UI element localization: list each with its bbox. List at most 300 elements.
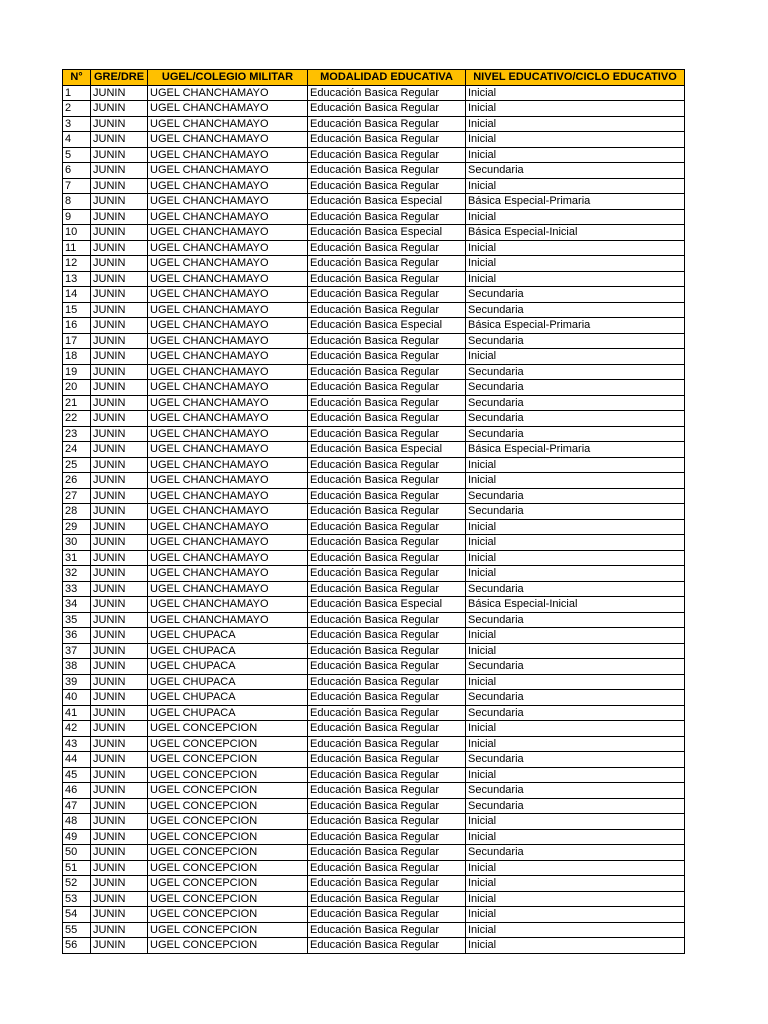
cell-gre-dre[interactable]: JUNIN bbox=[91, 442, 148, 458]
cell-modalidad[interactable]: Educación Basica Regular bbox=[308, 101, 466, 117]
cell-number[interactable]: 9 bbox=[63, 209, 91, 225]
cell-number[interactable]: 41 bbox=[63, 705, 91, 721]
table-row bbox=[63, 488, 685, 504]
cell-nivel[interactable]: Secundaria bbox=[466, 845, 685, 861]
cell-gre-dre[interactable]: JUNIN bbox=[91, 938, 148, 954]
cell-nivel[interactable]: Secundaria bbox=[466, 287, 685, 303]
cell-nivel[interactable]: Básica Especial-Primaria bbox=[466, 442, 685, 458]
cell-ugel[interactable]: UGEL CHANCHAMAYO bbox=[148, 488, 308, 504]
cell-modalidad[interactable]: Educación Basica Regular bbox=[308, 581, 466, 597]
cell-gre-dre[interactable]: JUNIN bbox=[91, 581, 148, 597]
cell-number[interactable]: 56 bbox=[63, 938, 91, 954]
cell-number[interactable]: 31 bbox=[63, 550, 91, 566]
cell-gre-dre[interactable]: JUNIN bbox=[91, 798, 148, 814]
table-row bbox=[63, 178, 685, 194]
cell-gre-dre[interactable]: JUNIN bbox=[91, 736, 148, 752]
cell-modalidad[interactable]: Educación Basica Regular bbox=[308, 612, 466, 628]
cell-gre-dre[interactable]: JUNIN bbox=[91, 814, 148, 830]
cell-number[interactable]: 24 bbox=[63, 442, 91, 458]
cell-gre-dre[interactable]: JUNIN bbox=[91, 922, 148, 938]
cell-ugel[interactable]: UGEL CHANCHAMAYO bbox=[148, 535, 308, 551]
cell-ugel[interactable]: UGEL CHANCHAMAYO bbox=[148, 442, 308, 458]
cell-nivel[interactable]: Secundaria bbox=[466, 798, 685, 814]
cell-number[interactable]: 13 bbox=[63, 271, 91, 287]
cell-nivel[interactable]: Inicial bbox=[466, 85, 685, 101]
cell-gre-dre[interactable]: JUNIN bbox=[91, 302, 148, 318]
cell-modalidad[interactable]: Educación Basica Regular bbox=[308, 333, 466, 349]
cell-modalidad[interactable]: Educación Basica Regular bbox=[308, 736, 466, 752]
cell-nivel[interactable]: Secundaria bbox=[466, 395, 685, 411]
table-row bbox=[63, 194, 685, 210]
cell-number[interactable]: 38 bbox=[63, 659, 91, 675]
cell-modalidad[interactable]: Educación Basica Regular bbox=[308, 721, 466, 737]
cell-gre-dre[interactable]: JUNIN bbox=[91, 380, 148, 396]
cell-modalidad[interactable]: Educación Basica Regular bbox=[308, 411, 466, 427]
cell-ugel[interactable]: UGEL CHANCHAMAYO bbox=[148, 333, 308, 349]
cell-modalidad[interactable]: Educación Basica Regular bbox=[308, 85, 466, 101]
cell-ugel[interactable]: UGEL CONCEPCION bbox=[148, 922, 308, 938]
cell-modalidad[interactable]: Educación Basica Regular bbox=[308, 767, 466, 783]
cell-number[interactable]: 16 bbox=[63, 318, 91, 334]
cell-nivel[interactable]: Inicial bbox=[466, 628, 685, 644]
cell-ugel[interactable]: UGEL CHANCHAMAYO bbox=[148, 473, 308, 489]
table-row bbox=[63, 783, 685, 799]
cell-ugel[interactable]: UGEL CONCEPCION bbox=[148, 798, 308, 814]
cell-modalidad[interactable]: Educación Basica Regular bbox=[308, 922, 466, 938]
cell-ugel[interactable]: UGEL CHANCHAMAYO bbox=[148, 349, 308, 365]
cell-nivel[interactable]: Secundaria bbox=[466, 690, 685, 706]
cell-ugel[interactable]: UGEL CHANCHAMAYO bbox=[148, 194, 308, 210]
table-row bbox=[63, 85, 685, 101]
cell-modalidad[interactable]: Educación Basica Regular bbox=[308, 504, 466, 520]
cell-modalidad[interactable]: Educación Basica Regular bbox=[308, 907, 466, 923]
cell-gre-dre[interactable]: JUNIN bbox=[91, 488, 148, 504]
cell-nivel[interactable]: Inicial bbox=[466, 209, 685, 225]
cell-nivel[interactable]: Secundaria bbox=[466, 783, 685, 799]
cell-number[interactable]: 4 bbox=[63, 132, 91, 148]
cell-nivel[interactable]: Inicial bbox=[466, 457, 685, 473]
cell-modalidad[interactable]: Educación Basica Regular bbox=[308, 829, 466, 845]
cell-modalidad[interactable]: Educación Basica Regular bbox=[308, 705, 466, 721]
cell-ugel[interactable]: UGEL CHUPACA bbox=[148, 690, 308, 706]
cell-ugel[interactable]: UGEL CONCEPCION bbox=[148, 721, 308, 737]
cell-modalidad[interactable]: Educación Basica Regular bbox=[308, 860, 466, 876]
cell-number[interactable]: 8 bbox=[63, 194, 91, 210]
cell-number[interactable]: 43 bbox=[63, 736, 91, 752]
cell-number[interactable]: 7 bbox=[63, 178, 91, 194]
cell-nivel[interactable]: Inicial bbox=[466, 674, 685, 690]
cell-nivel[interactable]: Inicial bbox=[466, 178, 685, 194]
cell-nivel[interactable]: Secundaria bbox=[466, 364, 685, 380]
cell-modalidad[interactable]: Educación Basica Regular bbox=[308, 550, 466, 566]
cell-modalidad[interactable]: Educación Basica Regular bbox=[308, 938, 466, 954]
cell-nivel[interactable]: Secundaria bbox=[466, 163, 685, 179]
cell-ugel[interactable]: UGEL CONCEPCION bbox=[148, 860, 308, 876]
cell-ugel[interactable]: UGEL CHANCHAMAYO bbox=[148, 225, 308, 241]
cell-number[interactable]: 28 bbox=[63, 504, 91, 520]
cell-ugel[interactable]: UGEL CHANCHAMAYO bbox=[148, 612, 308, 628]
cell-modalidad[interactable]: Educación Basica Regular bbox=[308, 783, 466, 799]
cell-number[interactable]: 5 bbox=[63, 147, 91, 163]
cell-modalidad[interactable]: Educación Basica Regular bbox=[308, 488, 466, 504]
cell-gre-dre[interactable]: JUNIN bbox=[91, 829, 148, 845]
cell-nivel[interactable]: Secundaria bbox=[466, 612, 685, 628]
cell-gre-dre[interactable]: JUNIN bbox=[91, 287, 148, 303]
cell-nivel[interactable]: Inicial bbox=[466, 907, 685, 923]
cell-number[interactable]: 42 bbox=[63, 721, 91, 737]
cell-number[interactable]: 40 bbox=[63, 690, 91, 706]
cell-nivel[interactable]: Inicial bbox=[466, 240, 685, 256]
cell-ugel[interactable]: UGEL CHANCHAMAYO bbox=[148, 504, 308, 520]
cell-gre-dre[interactable]: JUNIN bbox=[91, 643, 148, 659]
cell-ugel[interactable]: UGEL CHANCHAMAYO bbox=[148, 395, 308, 411]
cell-gre-dre[interactable]: JUNIN bbox=[91, 178, 148, 194]
cell-modalidad[interactable]: Educación Basica Regular bbox=[308, 628, 466, 644]
cell-nivel[interactable]: Inicial bbox=[466, 860, 685, 876]
cell-nivel[interactable]: Básica Especial-Primaria bbox=[466, 194, 685, 210]
cell-gre-dre[interactable]: JUNIN bbox=[91, 891, 148, 907]
cell-nivel[interactable]: Básica Especial-Inicial bbox=[466, 597, 685, 613]
cell-ugel[interactable]: UGEL CHANCHAMAYO bbox=[148, 256, 308, 272]
cell-gre-dre[interactable]: JUNIN bbox=[91, 860, 148, 876]
cell-gre-dre[interactable]: JUNIN bbox=[91, 194, 148, 210]
cell-ugel[interactable]: UGEL CHANCHAMAYO bbox=[148, 209, 308, 225]
cell-gre-dre[interactable]: JUNIN bbox=[91, 659, 148, 675]
cell-number[interactable]: 50 bbox=[63, 845, 91, 861]
cell-gre-dre[interactable]: JUNIN bbox=[91, 395, 148, 411]
cell-number[interactable]: 32 bbox=[63, 566, 91, 582]
cell-nivel[interactable]: Básica Especial-Primaria bbox=[466, 318, 685, 334]
cell-number[interactable]: 6 bbox=[63, 163, 91, 179]
cell-nivel[interactable]: Inicial bbox=[466, 876, 685, 892]
cell-gre-dre[interactable]: JUNIN bbox=[91, 163, 148, 179]
cell-ugel[interactable]: UGEL CHANCHAMAYO bbox=[148, 287, 308, 303]
cell-gre-dre[interactable]: JUNIN bbox=[91, 101, 148, 117]
cell-number[interactable]: 30 bbox=[63, 535, 91, 551]
cell-ugel[interactable]: UGEL CHANCHAMAYO bbox=[148, 163, 308, 179]
cell-number[interactable]: 52 bbox=[63, 876, 91, 892]
cell-number[interactable]: 45 bbox=[63, 767, 91, 783]
cell-number[interactable]: 3 bbox=[63, 116, 91, 132]
cell-gre-dre[interactable]: JUNIN bbox=[91, 705, 148, 721]
cell-nivel[interactable]: Inicial bbox=[466, 814, 685, 830]
cell-nivel[interactable]: Inicial bbox=[466, 938, 685, 954]
cell-ugel[interactable]: UGEL CHUPACA bbox=[148, 705, 308, 721]
cell-modalidad[interactable]: Educación Basica Regular bbox=[308, 163, 466, 179]
cell-gre-dre[interactable]: JUNIN bbox=[91, 690, 148, 706]
cell-number[interactable]: 36 bbox=[63, 628, 91, 644]
cell-gre-dre[interactable]: JUNIN bbox=[91, 271, 148, 287]
cell-ugel[interactable]: UGEL CONCEPCION bbox=[148, 752, 308, 768]
cell-ugel[interactable]: UGEL CONCEPCION bbox=[148, 783, 308, 799]
cell-nivel[interactable]: Inicial bbox=[466, 147, 685, 163]
cell-ugel[interactable]: UGEL CHANCHAMAYO bbox=[148, 426, 308, 442]
cell-ugel[interactable]: UGEL CHANCHAMAYO bbox=[148, 581, 308, 597]
cell-gre-dre[interactable]: JUNIN bbox=[91, 85, 148, 101]
cell-nivel[interactable]: Secundaria bbox=[466, 426, 685, 442]
cell-number[interactable]: 15 bbox=[63, 302, 91, 318]
cell-modalidad[interactable]: Educación Basica Especial bbox=[308, 442, 466, 458]
cell-nivel[interactable]: Inicial bbox=[466, 922, 685, 938]
cell-gre-dre[interactable]: JUNIN bbox=[91, 147, 148, 163]
cell-number[interactable]: 12 bbox=[63, 256, 91, 272]
cell-number[interactable]: 29 bbox=[63, 519, 91, 535]
cell-nivel[interactable]: Inicial bbox=[466, 767, 685, 783]
cell-gre-dre[interactable]: JUNIN bbox=[91, 116, 148, 132]
cell-nivel[interactable]: Inicial bbox=[466, 643, 685, 659]
cell-ugel[interactable]: UGEL CHANCHAMAYO bbox=[148, 566, 308, 582]
cell-gre-dre[interactable]: JUNIN bbox=[91, 628, 148, 644]
cell-modalidad[interactable]: Educación Basica Regular bbox=[308, 535, 466, 551]
cell-nivel[interactable]: Básica Especial-Inicial bbox=[466, 225, 685, 241]
cell-gre-dre[interactable]: JUNIN bbox=[91, 333, 148, 349]
cell-gre-dre[interactable]: JUNIN bbox=[91, 225, 148, 241]
cell-modalidad[interactable]: Educación Basica Regular bbox=[308, 395, 466, 411]
cell-number[interactable]: 34 bbox=[63, 597, 91, 613]
cell-number[interactable]: 35 bbox=[63, 612, 91, 628]
cell-modalidad[interactable]: Educación Basica Regular bbox=[308, 271, 466, 287]
cell-gre-dre[interactable]: JUNIN bbox=[91, 457, 148, 473]
cell-gre-dre[interactable]: JUNIN bbox=[91, 767, 148, 783]
cell-modalidad[interactable]: Educación Basica Regular bbox=[308, 116, 466, 132]
cell-nivel[interactable]: Inicial bbox=[466, 256, 685, 272]
cell-modalidad[interactable]: Educación Basica Regular bbox=[308, 674, 466, 690]
cell-modalidad[interactable]: Educación Basica Especial bbox=[308, 597, 466, 613]
cell-modalidad[interactable]: Educación Basica Regular bbox=[308, 302, 466, 318]
header-ugel[interactable]: UGEL/COLEGIO MILITAR bbox=[148, 70, 308, 86]
cell-number[interactable]: 26 bbox=[63, 473, 91, 489]
cell-gre-dre[interactable]: JUNIN bbox=[91, 209, 148, 225]
table-row bbox=[63, 147, 685, 163]
cell-ugel[interactable]: UGEL CHANCHAMAYO bbox=[148, 147, 308, 163]
cell-gre-dre[interactable]: JUNIN bbox=[91, 519, 148, 535]
cell-number[interactable]: 10 bbox=[63, 225, 91, 241]
cell-gre-dre[interactable]: JUNIN bbox=[91, 907, 148, 923]
cell-modalidad[interactable]: Educación Basica Regular bbox=[308, 519, 466, 535]
cell-nivel[interactable]: Secundaria bbox=[466, 488, 685, 504]
cell-ugel[interactable]: UGEL CHANCHAMAYO bbox=[148, 302, 308, 318]
cell-number[interactable]: 21 bbox=[63, 395, 91, 411]
table-row bbox=[63, 240, 685, 256]
cell-gre-dre[interactable]: JUNIN bbox=[91, 752, 148, 768]
cell-nivel[interactable]: Secundaria bbox=[466, 380, 685, 396]
cell-ugel[interactable]: UGEL CHUPACA bbox=[148, 643, 308, 659]
cell-gre-dre[interactable]: JUNIN bbox=[91, 240, 148, 256]
cell-ugel[interactable]: UGEL CONCEPCION bbox=[148, 736, 308, 752]
cell-gre-dre[interactable]: JUNIN bbox=[91, 318, 148, 334]
cell-ugel[interactable]: UGEL CONCEPCION bbox=[148, 938, 308, 954]
cell-number[interactable]: 22 bbox=[63, 411, 91, 427]
cell-modalidad[interactable]: Educación Basica Regular bbox=[308, 178, 466, 194]
cell-ugel[interactable]: UGEL CHANCHAMAYO bbox=[148, 550, 308, 566]
cell-ugel[interactable]: UGEL CHUPACA bbox=[148, 674, 308, 690]
cell-nivel[interactable]: Inicial bbox=[466, 519, 685, 535]
cell-nivel[interactable]: Inicial bbox=[466, 736, 685, 752]
cell-gre-dre[interactable]: JUNIN bbox=[91, 504, 148, 520]
cell-number[interactable]: 1 bbox=[63, 85, 91, 101]
cell-nivel[interactable]: Secundaria bbox=[466, 333, 685, 349]
cell-gre-dre[interactable]: JUNIN bbox=[91, 364, 148, 380]
cell-ugel[interactable]: UGEL CHUPACA bbox=[148, 659, 308, 675]
cell-number[interactable]: 33 bbox=[63, 581, 91, 597]
cell-modalidad[interactable]: Educación Basica Regular bbox=[308, 566, 466, 582]
cell-nivel[interactable]: Secundaria bbox=[466, 504, 685, 520]
cell-gre-dre[interactable]: JUNIN bbox=[91, 674, 148, 690]
cell-number[interactable]: 46 bbox=[63, 783, 91, 799]
table-row bbox=[63, 209, 685, 225]
table-row bbox=[63, 628, 685, 644]
table-row bbox=[63, 798, 685, 814]
cell-nivel[interactable]: Inicial bbox=[466, 132, 685, 148]
header-gre-dre[interactable]: GRE/DRE bbox=[91, 70, 148, 86]
cell-gre-dre[interactable]: JUNIN bbox=[91, 597, 148, 613]
cell-number[interactable]: 11 bbox=[63, 240, 91, 256]
cell-number[interactable]: 2 bbox=[63, 101, 91, 117]
cell-ugel[interactable]: UGEL CHANCHAMAYO bbox=[148, 519, 308, 535]
cell-ugel[interactable]: UGEL CHANCHAMAYO bbox=[148, 240, 308, 256]
cell-modalidad[interactable]: Educación Basica Regular bbox=[308, 659, 466, 675]
cell-ugel[interactable]: UGEL CHANCHAMAYO bbox=[148, 364, 308, 380]
cell-gre-dre[interactable]: JUNIN bbox=[91, 473, 148, 489]
table-row bbox=[63, 612, 685, 628]
cell-ugel[interactable]: UGEL CONCEPCION bbox=[148, 767, 308, 783]
cell-gre-dre[interactable]: JUNIN bbox=[91, 411, 148, 427]
cell-number[interactable]: 55 bbox=[63, 922, 91, 938]
table-row bbox=[63, 643, 685, 659]
cell-gre-dre[interactable]: JUNIN bbox=[91, 845, 148, 861]
cell-ugel[interactable]: UGEL CHANCHAMAYO bbox=[148, 132, 308, 148]
cell-gre-dre[interactable]: JUNIN bbox=[91, 426, 148, 442]
cell-number[interactable]: 37 bbox=[63, 643, 91, 659]
cell-number[interactable]: 39 bbox=[63, 674, 91, 690]
cell-nivel[interactable]: Inicial bbox=[466, 566, 685, 582]
table-row bbox=[63, 752, 685, 768]
cell-ugel[interactable]: UGEL CHANCHAMAYO bbox=[148, 318, 308, 334]
cell-modalidad[interactable]: Educación Basica Regular bbox=[308, 256, 466, 272]
cell-nivel[interactable]: Inicial bbox=[466, 473, 685, 489]
cell-gre-dre[interactable]: JUNIN bbox=[91, 876, 148, 892]
cell-nivel[interactable]: Inicial bbox=[466, 116, 685, 132]
cell-nivel[interactable]: Inicial bbox=[466, 535, 685, 551]
cell-nivel[interactable]: Inicial bbox=[466, 829, 685, 845]
cell-nivel[interactable]: Inicial bbox=[466, 101, 685, 117]
cell-ugel[interactable]: UGEL CHANCHAMAYO bbox=[148, 411, 308, 427]
cell-ugel[interactable]: UGEL CONCEPCION bbox=[148, 845, 308, 861]
cell-ugel[interactable]: UGEL CONCEPCION bbox=[148, 891, 308, 907]
cell-number[interactable]: 48 bbox=[63, 814, 91, 830]
cell-modalidad[interactable]: Educación Basica Regular bbox=[308, 814, 466, 830]
cell-gre-dre[interactable]: JUNIN bbox=[91, 132, 148, 148]
cell-modalidad[interactable]: Educación Basica Regular bbox=[308, 845, 466, 861]
cell-ugel[interactable]: UGEL CHANCHAMAYO bbox=[148, 85, 308, 101]
cell-modalidad[interactable]: Educación Basica Especial bbox=[308, 318, 466, 334]
cell-nivel[interactable]: Secundaria bbox=[466, 302, 685, 318]
cell-ugel[interactable]: UGEL CHUPACA bbox=[148, 628, 308, 644]
cell-number[interactable]: 17 bbox=[63, 333, 91, 349]
cell-ugel[interactable]: UGEL CHANCHAMAYO bbox=[148, 597, 308, 613]
cell-modalidad[interactable]: Educación Basica Regular bbox=[308, 380, 466, 396]
cell-number[interactable]: 27 bbox=[63, 488, 91, 504]
cell-ugel[interactable]: UGEL CONCEPCION bbox=[148, 829, 308, 845]
cell-modalidad[interactable]: Educación Basica Especial bbox=[308, 225, 466, 241]
cell-number[interactable]: 20 bbox=[63, 380, 91, 396]
cell-modalidad[interactable]: Educación Basica Regular bbox=[308, 147, 466, 163]
cell-nivel[interactable]: Secundaria bbox=[466, 705, 685, 721]
cell-nivel[interactable]: Inicial bbox=[466, 349, 685, 365]
cell-gre-dre[interactable]: JUNIN bbox=[91, 349, 148, 365]
cell-modalidad[interactable]: Educación Basica Regular bbox=[308, 132, 466, 148]
cell-nivel[interactable]: Secundaria bbox=[466, 411, 685, 427]
cell-modalidad[interactable]: Educación Basica Regular bbox=[308, 643, 466, 659]
cell-ugel[interactable]: UGEL CHANCHAMAYO bbox=[148, 101, 308, 117]
cell-ugel[interactable]: UGEL CHANCHAMAYO bbox=[148, 457, 308, 473]
cell-number[interactable]: 25 bbox=[63, 457, 91, 473]
cell-nivel[interactable]: Inicial bbox=[466, 271, 685, 287]
cell-modalidad[interactable]: Educación Basica Especial bbox=[308, 194, 466, 210]
cell-number[interactable]: 18 bbox=[63, 349, 91, 365]
cell-modalidad[interactable]: Educación Basica Regular bbox=[308, 426, 466, 442]
header-nivel[interactable]: NIVEL EDUCATIVO/CICLO EDUCATIVO bbox=[466, 70, 685, 86]
cell-number[interactable]: 47 bbox=[63, 798, 91, 814]
cell-modalidad[interactable]: Educación Basica Regular bbox=[308, 798, 466, 814]
cell-number[interactable]: 44 bbox=[63, 752, 91, 768]
cell-modalidad[interactable]: Educación Basica Regular bbox=[308, 876, 466, 892]
cell-nivel[interactable]: Inicial bbox=[466, 891, 685, 907]
cell-ugel[interactable]: UGEL CONCEPCION bbox=[148, 907, 308, 923]
cell-modalidad[interactable]: Educación Basica Regular bbox=[308, 240, 466, 256]
cell-number[interactable]: 23 bbox=[63, 426, 91, 442]
table-row bbox=[63, 566, 685, 582]
cell-gre-dre[interactable]: JUNIN bbox=[91, 566, 148, 582]
cell-number[interactable]: 53 bbox=[63, 891, 91, 907]
cell-nivel[interactable]: Secundaria bbox=[466, 581, 685, 597]
cell-modalidad[interactable]: Educación Basica Regular bbox=[308, 752, 466, 768]
cell-number[interactable]: 54 bbox=[63, 907, 91, 923]
cell-number[interactable]: 19 bbox=[63, 364, 91, 380]
cell-nivel[interactable]: Inicial bbox=[466, 721, 685, 737]
header-modalidad[interactable]: MODALIDAD EDUCATIVA bbox=[308, 70, 466, 86]
cell-modalidad[interactable]: Educación Basica Regular bbox=[308, 349, 466, 365]
cell-ugel[interactable]: UGEL CONCEPCION bbox=[148, 876, 308, 892]
cell-modalidad[interactable]: Educación Basica Regular bbox=[308, 364, 466, 380]
cell-ugel[interactable]: UGEL CHANCHAMAYO bbox=[148, 178, 308, 194]
cell-number[interactable]: 51 bbox=[63, 860, 91, 876]
cell-number[interactable]: 49 bbox=[63, 829, 91, 845]
header-number[interactable]: N° bbox=[63, 70, 91, 86]
cell-gre-dre[interactable]: JUNIN bbox=[91, 721, 148, 737]
cell-gre-dre[interactable]: JUNIN bbox=[91, 256, 148, 272]
cell-modalidad[interactable]: Educación Basica Regular bbox=[308, 287, 466, 303]
table-row bbox=[63, 845, 685, 861]
cell-modalidad[interactable]: Educación Basica Regular bbox=[308, 891, 466, 907]
cell-ugel[interactable]: UGEL CHANCHAMAYO bbox=[148, 380, 308, 396]
cell-ugel[interactable]: UGEL CHANCHAMAYO bbox=[148, 116, 308, 132]
cell-nivel[interactable]: Secundaria bbox=[466, 659, 685, 675]
cell-nivel[interactable]: Inicial bbox=[466, 550, 685, 566]
cell-number[interactable]: 14 bbox=[63, 287, 91, 303]
cell-modalidad[interactable]: Educación Basica Regular bbox=[308, 473, 466, 489]
cell-modalidad[interactable]: Educación Basica Regular bbox=[308, 209, 466, 225]
cell-nivel[interactable]: Secundaria bbox=[466, 752, 685, 768]
cell-modalidad[interactable]: Educación Basica Regular bbox=[308, 457, 466, 473]
cell-gre-dre[interactable]: JUNIN bbox=[91, 535, 148, 551]
cell-ugel[interactable]: UGEL CONCEPCION bbox=[148, 814, 308, 830]
cell-ugel[interactable]: UGEL CHANCHAMAYO bbox=[148, 271, 308, 287]
cell-gre-dre[interactable]: JUNIN bbox=[91, 550, 148, 566]
cell-gre-dre[interactable]: JUNIN bbox=[91, 612, 148, 628]
cell-gre-dre[interactable]: JUNIN bbox=[91, 783, 148, 799]
cell-modalidad[interactable]: Educación Basica Regular bbox=[308, 690, 466, 706]
